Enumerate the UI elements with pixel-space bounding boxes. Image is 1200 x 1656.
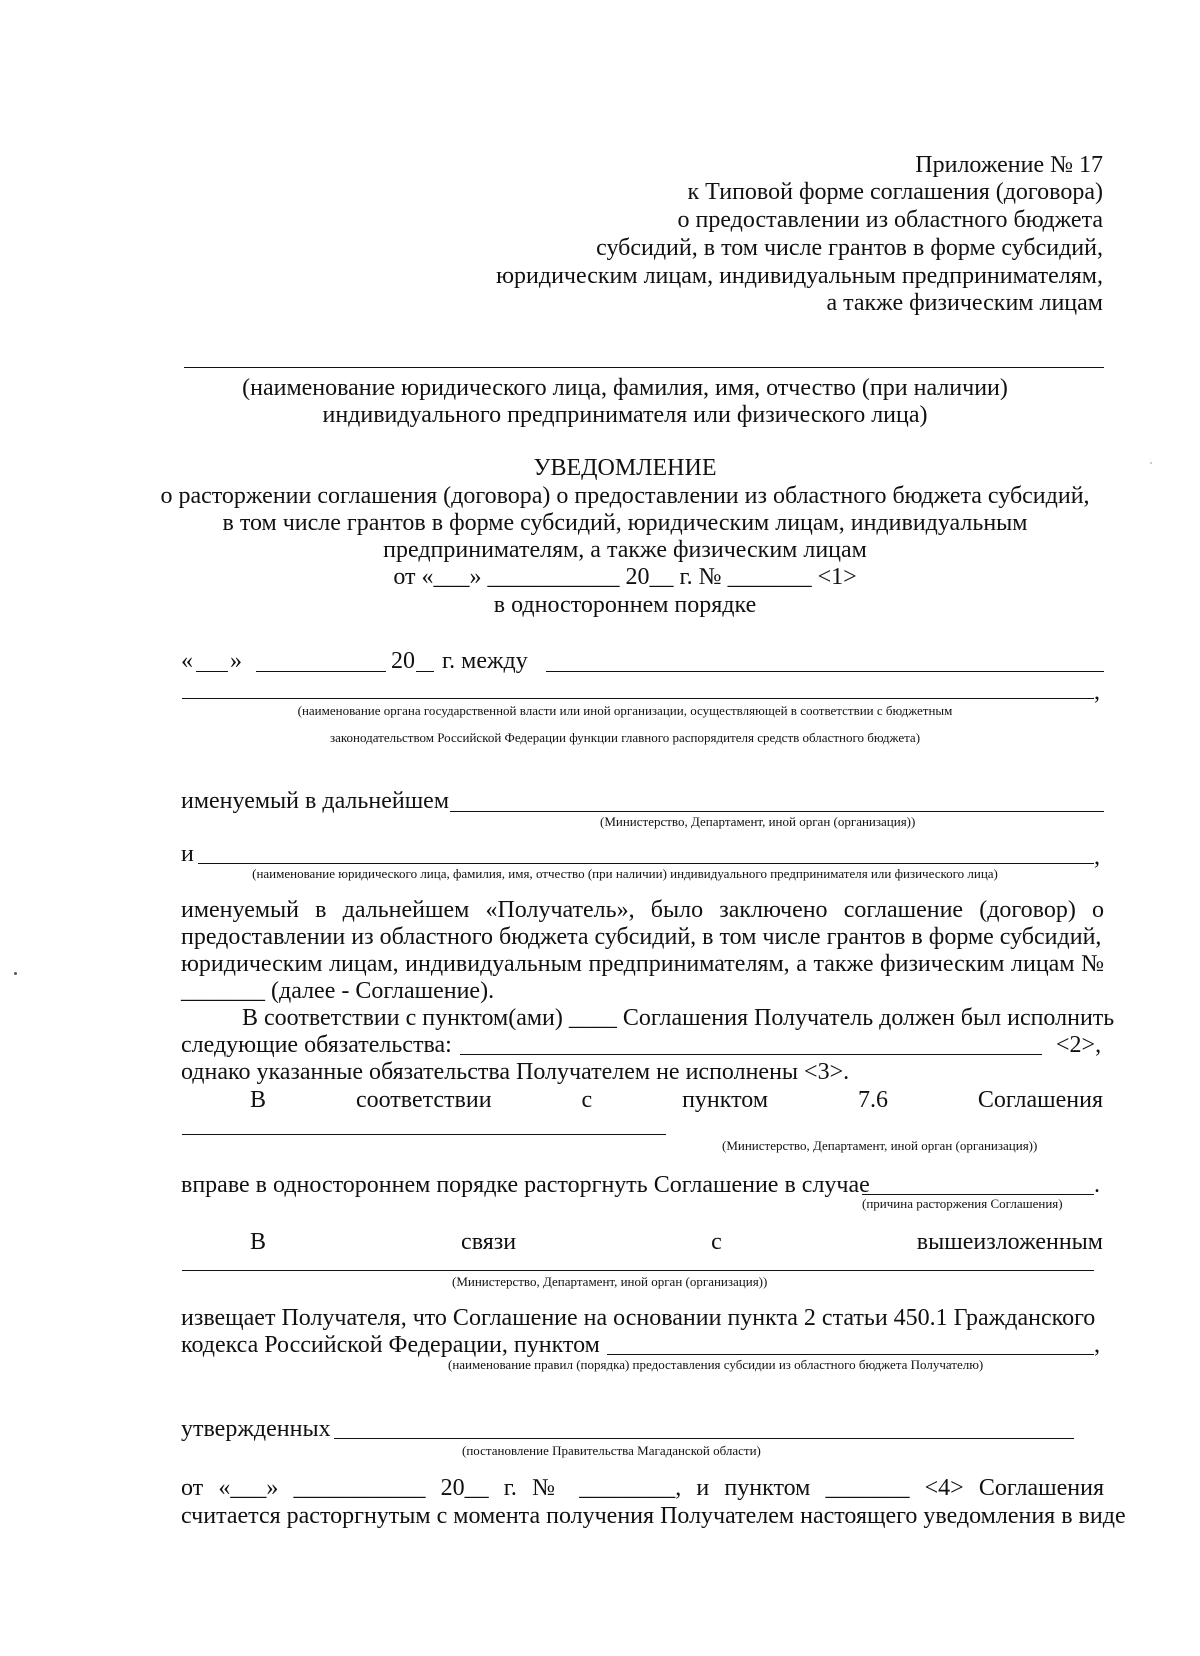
ministry-name-field-1[interactable] (450, 811, 1104, 812)
ministry-caption-1: (Министерство, Департамент, иной орган (организация)) (600, 814, 916, 829)
paragraph-8-line-2: считается расторгнутым с момента получения Получателем настоящего уведомления в виде (181, 1503, 1126, 1529)
appendix-line-5: юридическим лицам, индивидуальным предпринимателям, (496, 263, 1103, 289)
recipient-name-field[interactable] (198, 863, 1094, 864)
date-open-quote: « (181, 648, 193, 674)
paragraph-6-line-1: извещает Получателя, что Соглашение на основании пункта 2 статьи 450.1 Гражданского (181, 1305, 1096, 1331)
recipient-name-line[interactable] (184, 367, 1104, 368)
title-line-3: предпринимателям, а также физическим лицам (383, 537, 867, 563)
paragraph-4-text: вправе в одностороннем порядке расторгнуть Соглашение в случае (181, 1172, 870, 1198)
appendix-line-1: Приложение № 17 (915, 152, 1103, 178)
ministry-name-field-2[interactable] (182, 1134, 666, 1135)
title-mode: в одностороннем порядке (493, 592, 757, 618)
paragraph-1-line-2: предоставлении из областного бюджета субсидий, в том числе грантов в форме субсидий, (181, 924, 1102, 950)
reason-field[interactable] (862, 1194, 1094, 1195)
appendix-line-3: о предоставлении из областного бюджета (677, 207, 1103, 233)
date-year-prefix: 20 (391, 648, 415, 674)
rules-comma: , (1094, 1332, 1100, 1358)
recipient-caption: (наименование юридического лица, фамилия, имя, отчество (при наличии) индивидуального предпринимателя или физического лица) (252, 866, 998, 881)
appendix-line-4: субсидий, в том числе грантов в форме субсидий, (596, 235, 1103, 261)
paragraph-1-line-1: именуемый в дальнейшем «Получатель», было заключено соглашение (договор) о (181, 897, 1104, 923)
paragraph-1-line-4: _______ (далее - Соглашение). (181, 978, 495, 1004)
resolution-caption: (постановление Правительства Магаданской области) (462, 1443, 761, 1458)
paragraph-6-line-2: кодекса Российской Федерации, пунктом (181, 1332, 600, 1358)
paragraph-2-line-3: однако указанные обязательства Получателем не исполнены <3>. (181, 1059, 850, 1085)
ministry-name-field-3[interactable] (182, 1270, 1094, 1271)
organ-caption-1: (наименование органа государственной власти или иной организации, осуществляющей в соответствии с бюджетным (297, 703, 953, 718)
resolution-field[interactable] (334, 1438, 1074, 1439)
referred-as-label: именуемый в дальнейшем (181, 788, 450, 814)
rules-field[interactable] (607, 1354, 1094, 1355)
title-date-line: от «___» ___________ 20__ г. № _______ <1> (393, 564, 857, 590)
date-year-field[interactable] (416, 671, 434, 672)
appendix-line-2: к Типовой форме соглашения (договора) (687, 179, 1103, 205)
recipient-caption-1: (наименование юридического лица, фамилия, имя, отчество (при наличии) (242, 375, 1008, 401)
paragraph-2-line-2-start: следующие обязательства: (181, 1032, 452, 1058)
organ-name-field-2[interactable] (182, 698, 1094, 699)
date-between-label: г. между (442, 648, 528, 674)
and-label: и (181, 841, 194, 867)
paragraph-3-line-1: В соответствии с пунктом 7.6 Соглашения (250, 1087, 1103, 1113)
obligations-field[interactable] (460, 1054, 1042, 1055)
scan-speck (1150, 462, 1152, 464)
appendix-line-6: а также физическим лицам (826, 290, 1103, 316)
ministry-caption-2: (Министерство, Департамент, иной орган (организация)) (722, 1138, 1038, 1153)
organ-caption-2: законодательством Российской Федерации функции главного распорядителя средств областного бюджета) (329, 730, 921, 745)
title-line-2: в том числе грантов в форме субсидий, юридическим лицам, индивидуальным (222, 510, 1028, 536)
paragraph-5-text: В связи с вышеизложенным (250, 1229, 1103, 1255)
organ-comma: , (1094, 679, 1100, 705)
organ-name-field-1[interactable] (546, 671, 1104, 672)
recipient-caption-2: индивидуального предпринимателя или физического лица) (322, 402, 928, 428)
paragraph-8-line-1: от «___» ___________ 20__ г. № ________, и пунктом _______ <4> Соглашения (181, 1475, 1104, 1501)
paragraph-2-line-1: В соответствии с пунктом(ами) ____ Соглашения Получатель должен был исполнить (242, 1005, 1115, 1031)
paragraph-1-line-3: юридическим лицам, индивидуальным предпринимателям, а также физическим лицам № (181, 951, 1104, 977)
title-line-1: о расторжении соглашения (договора) о предоставлении из областного бюджета субсидий, (160, 483, 1090, 509)
scan-speck (14, 972, 17, 975)
recipient-comma: , (1094, 844, 1100, 870)
rules-caption: (наименование правил (порядка) предоставления субсидии из областного бюджета Получателю) (448, 1357, 984, 1372)
date-close-quote: » (230, 648, 242, 674)
paragraph-2-line-2-end: <2>, (1056, 1032, 1102, 1058)
date-month-field[interactable] (256, 671, 386, 672)
reason-period: . (1094, 1172, 1100, 1198)
paragraph-7-label: утвержденных (181, 1416, 331, 1442)
document-title: УВЕДОМЛЕНИЕ (533, 455, 717, 481)
reason-caption: (причина расторжения Соглашения) (862, 1196, 1063, 1211)
ministry-caption-3: (Министерство, Департамент, иной орган (организация)) (452, 1274, 768, 1289)
date-day-field[interactable] (196, 671, 228, 672)
